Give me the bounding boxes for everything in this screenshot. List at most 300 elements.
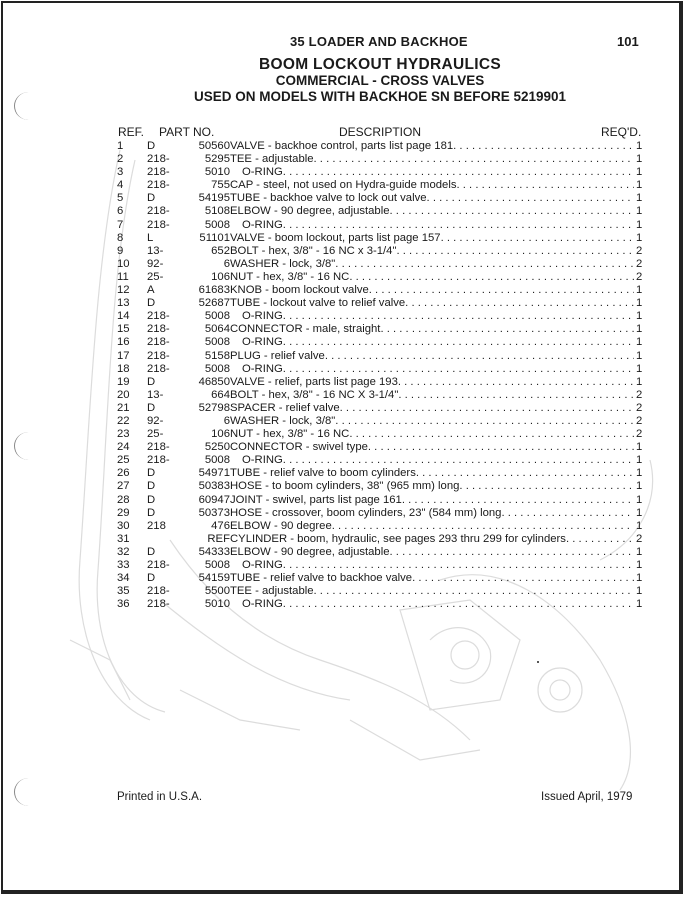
binder-hole-bottom bbox=[14, 778, 43, 806]
part-prefix-cell: 218- bbox=[147, 454, 170, 467]
part-number-cell: 60947 bbox=[198, 493, 230, 506]
part-number-cell: 54195 bbox=[198, 192, 230, 205]
part-number-cell: 54159 bbox=[198, 572, 230, 585]
quantity-cell: 1 bbox=[636, 559, 642, 571]
part-prefix-cell: 218- bbox=[147, 153, 170, 166]
ref-cell: 29 bbox=[117, 506, 130, 519]
dot-leader bbox=[405, 297, 634, 310]
ref-cell: 9 bbox=[117, 244, 124, 257]
ref-cell: 3 bbox=[117, 166, 124, 179]
description-cell bbox=[230, 389, 636, 402]
quantity-cell: 1 bbox=[636, 323, 642, 336]
ref-cell: 1 bbox=[117, 140, 124, 152]
description-text: O-RING bbox=[242, 598, 283, 611]
part-prefix-cell: D bbox=[147, 140, 156, 152]
part-prefix-cell: 13- bbox=[147, 244, 164, 257]
dot-leader bbox=[501, 507, 634, 520]
ref-cell: 36 bbox=[117, 598, 130, 611]
description-text: TUBE - backhoe valve to lock out valve bbox=[230, 192, 427, 205]
quantity-cell: 1 bbox=[636, 454, 642, 467]
ref-cell: 14 bbox=[117, 310, 130, 323]
description-cell bbox=[230, 153, 636, 166]
column-header-description: DESCRIPTION bbox=[339, 125, 422, 139]
issued-date: Issued April, 1979 bbox=[541, 791, 633, 803]
page-title: BOOM LOCKOUT HYDRAULICS bbox=[259, 56, 501, 73]
description-text: VALVE - boom lockout, parts list page 157 bbox=[230, 231, 441, 244]
quantity-cell: 1 bbox=[636, 336, 642, 349]
column-header-reqd: REQ'D. bbox=[601, 125, 642, 139]
quantity-cell: 1 bbox=[636, 231, 642, 244]
table-row bbox=[117, 310, 642, 323]
part-prefix-cell: 218- bbox=[147, 336, 170, 349]
part-prefix-cell: D bbox=[147, 375, 156, 388]
part-number-cell: 50373 bbox=[198, 506, 230, 519]
table-row bbox=[117, 546, 642, 559]
description-cell bbox=[230, 323, 636, 336]
quantity-cell: 1 bbox=[636, 545, 642, 558]
description-text: PLUG - relief valve bbox=[230, 349, 325, 362]
part-number-cell: 664 bbox=[211, 388, 230, 401]
description-cell bbox=[230, 258, 636, 271]
part-number-cell: 5008 bbox=[204, 559, 230, 571]
section-header: 35 LOADER AND BACKHOE bbox=[290, 34, 468, 49]
table-row bbox=[117, 389, 642, 402]
dot-leader bbox=[380, 323, 634, 336]
part-prefix-cell: 218- bbox=[147, 310, 170, 323]
part-prefix-cell: D bbox=[147, 467, 156, 480]
part-number-cell: 5008 bbox=[204, 336, 230, 349]
dot-leader bbox=[332, 520, 634, 533]
part-prefix-cell: 218- bbox=[147, 585, 170, 598]
quantity-cell: 1 bbox=[636, 493, 642, 506]
ref-cell: 31 bbox=[117, 532, 130, 545]
part-number-cell: 5158 bbox=[204, 349, 230, 362]
dot-leader bbox=[566, 533, 634, 546]
dot-leader bbox=[398, 376, 634, 389]
part-prefix-cell: 218- bbox=[147, 205, 170, 218]
table-row bbox=[117, 494, 642, 507]
table-row bbox=[117, 245, 642, 258]
description-cell bbox=[230, 494, 636, 507]
dot-leader bbox=[340, 402, 634, 415]
description-text: TEE - adjustable bbox=[230, 585, 314, 598]
ref-cell: 21 bbox=[117, 401, 130, 414]
ref-cell: 18 bbox=[117, 362, 130, 375]
part-prefix-cell: D bbox=[147, 192, 156, 205]
description-cell bbox=[230, 310, 636, 323]
part-prefix-cell: 92- bbox=[147, 414, 164, 427]
description-cell bbox=[230, 192, 636, 205]
dot-leader bbox=[325, 350, 634, 363]
part-prefix-cell: 218- bbox=[147, 166, 170, 179]
description-text: ELBOW - 90 degree, adjustable bbox=[230, 545, 390, 558]
ref-cell: 13 bbox=[117, 297, 130, 310]
part-number-cell: 5250 bbox=[204, 441, 230, 454]
quantity-cell: 1 bbox=[636, 166, 642, 179]
quantity-cell: 2 bbox=[636, 532, 642, 545]
ref-cell: 17 bbox=[117, 349, 130, 362]
description-text: JOINT - swivel, parts list page 161 bbox=[230, 493, 402, 506]
description-cell bbox=[230, 507, 636, 520]
quantity-cell: 1 bbox=[636, 284, 642, 297]
description-cell bbox=[230, 546, 636, 559]
quantity-cell: 1 bbox=[636, 506, 642, 519]
part-prefix-cell: 25- bbox=[147, 270, 164, 283]
quantity-cell: 1 bbox=[636, 153, 642, 166]
description-text: NUT - hex, 3/8" - 16 NC bbox=[230, 428, 350, 441]
part-prefix-cell: D bbox=[147, 572, 156, 585]
table-row bbox=[117, 284, 642, 297]
description-text: KNOB - boom lockout valve bbox=[230, 284, 369, 297]
description-cell bbox=[230, 219, 636, 232]
quantity-cell: 1 bbox=[636, 140, 642, 152]
description-cell bbox=[230, 585, 636, 598]
description-cell bbox=[230, 559, 636, 572]
dot-leader bbox=[369, 284, 634, 297]
dot-leader bbox=[456, 179, 634, 192]
page-subtitle-models: USED ON MODELS WITH BACKHOE SN BEFORE 5219901 bbox=[193, 89, 567, 104]
ref-cell: 11 bbox=[117, 270, 129, 283]
description-text: O-RING bbox=[242, 559, 283, 571]
table-row bbox=[117, 205, 642, 218]
dot-leader bbox=[349, 271, 634, 284]
description-text: CONNECTOR - male, straight bbox=[230, 323, 381, 336]
part-prefix-cell: D bbox=[147, 401, 156, 414]
part-prefix-cell: 218- bbox=[147, 362, 170, 375]
ref-cell: 6 bbox=[117, 205, 124, 218]
part-prefix-cell: 218- bbox=[147, 559, 170, 571]
quantity-cell: 1 bbox=[636, 467, 642, 480]
table-row bbox=[117, 271, 642, 284]
dot-leader bbox=[416, 467, 634, 480]
description-cell bbox=[230, 467, 636, 480]
quantity-cell: 1 bbox=[636, 598, 642, 611]
part-prefix-cell: 218- bbox=[147, 179, 170, 192]
part-prefix-cell: 218- bbox=[147, 218, 170, 231]
table-row bbox=[117, 179, 642, 192]
part-number-cell: 46850 bbox=[198, 375, 230, 388]
part-prefix-cell: 218- bbox=[147, 349, 170, 362]
description-cell bbox=[230, 297, 636, 310]
description-cell bbox=[230, 415, 636, 428]
table-row bbox=[117, 559, 642, 572]
dot-leader bbox=[335, 415, 634, 428]
description-text: BOLT - hex, 3/8" - 16 NC x 3-1/4" bbox=[230, 244, 397, 257]
description-text: CONNECTOR - swivel type bbox=[230, 441, 368, 454]
description-cell bbox=[230, 350, 636, 363]
table-row bbox=[117, 376, 642, 389]
ref-cell: 20 bbox=[117, 388, 130, 401]
description-cell bbox=[230, 572, 636, 585]
dot-leader bbox=[283, 559, 634, 572]
dot-leader bbox=[459, 480, 634, 493]
table-row bbox=[117, 480, 642, 493]
dot-leader bbox=[283, 363, 634, 376]
description-cell bbox=[230, 336, 636, 349]
dot-leader bbox=[398, 389, 634, 402]
part-prefix-cell: 13- bbox=[147, 388, 164, 401]
page-subtitle: COMMERCIAL - CROSS VALVES bbox=[275, 73, 485, 88]
dot-leader bbox=[283, 310, 634, 323]
quantity-cell: 1 bbox=[636, 179, 642, 192]
description-text: O-RING bbox=[242, 218, 283, 231]
dot-leader bbox=[283, 598, 634, 611]
part-prefix-cell: D bbox=[147, 506, 156, 519]
table-row bbox=[117, 454, 642, 467]
description-cell bbox=[230, 533, 636, 546]
table-row bbox=[117, 232, 642, 245]
part-number-cell: 5008 bbox=[204, 218, 230, 231]
quantity-cell: 1 bbox=[636, 585, 642, 598]
table-row bbox=[117, 219, 642, 232]
quantity-cell: 1 bbox=[636, 297, 642, 310]
binder-hole-top bbox=[14, 92, 43, 120]
description-text: CAP - steel, not used on Hydra-guide models bbox=[230, 179, 457, 192]
dot-leader bbox=[314, 585, 634, 598]
description-text: TUBE - relief valve to backhoe valve bbox=[230, 572, 413, 585]
quantity-cell: 2 bbox=[636, 257, 642, 270]
part-prefix-cell: D bbox=[147, 545, 156, 558]
description-text: O-RING bbox=[242, 336, 283, 349]
quantity-cell: 1 bbox=[636, 375, 642, 388]
part-prefix-cell: D bbox=[147, 297, 156, 310]
description-text: TEE - adjustable bbox=[230, 153, 314, 166]
ref-cell: 33 bbox=[117, 559, 130, 571]
table-row bbox=[117, 323, 642, 336]
dot-leader bbox=[349, 428, 634, 441]
quantity-cell: 1 bbox=[636, 441, 642, 454]
description-text: ELBOW - 90 degree bbox=[230, 519, 332, 532]
printed-in-note: Printed in U.S.A. bbox=[117, 791, 203, 803]
description-cell bbox=[230, 454, 636, 467]
part-number-cell: 5008 bbox=[204, 362, 230, 375]
part-prefix-cell: L bbox=[147, 231, 154, 244]
quantity-cell: 2 bbox=[636, 414, 642, 427]
table-row bbox=[117, 520, 642, 533]
quantity-cell: 1 bbox=[636, 192, 642, 205]
table-row bbox=[117, 166, 642, 179]
quantity-cell: 1 bbox=[636, 362, 642, 375]
table-row bbox=[117, 350, 642, 363]
part-number-cell: 54333 bbox=[198, 545, 230, 558]
quantity-cell: 2 bbox=[636, 244, 642, 257]
table-row bbox=[117, 572, 642, 585]
part-number-cell: 106 bbox=[211, 428, 230, 441]
dot-leader bbox=[283, 336, 634, 349]
part-number-cell: 5295 bbox=[204, 153, 230, 166]
dot-leader bbox=[396, 245, 634, 258]
table-row bbox=[117, 585, 642, 598]
ref-cell: 24 bbox=[117, 441, 130, 454]
table-row bbox=[117, 192, 642, 205]
table-row bbox=[117, 441, 642, 454]
description-text: HOSE - crossover, boom cylinders, 23" (584 mm) long bbox=[230, 506, 502, 519]
description-text: VALVE - relief, parts list page 193 bbox=[230, 375, 398, 388]
part-prefix-cell: 92- bbox=[147, 257, 164, 270]
part-number-cell: 61683 bbox=[198, 284, 230, 297]
description-text: O-RING bbox=[242, 310, 283, 323]
table-row bbox=[117, 140, 642, 153]
quantity-cell: 1 bbox=[636, 519, 642, 532]
description-text: VALVE - backhoe control, parts list page 181 bbox=[230, 140, 454, 152]
description-cell bbox=[230, 179, 636, 192]
dot-leader bbox=[453, 140, 634, 153]
description-cell bbox=[230, 520, 636, 533]
ref-cell: 22 bbox=[117, 414, 130, 427]
quantity-cell: 1 bbox=[636, 572, 642, 585]
dot-leader bbox=[314, 153, 634, 166]
description-cell bbox=[230, 271, 636, 284]
dot-leader bbox=[427, 192, 634, 205]
ref-cell: 10 bbox=[117, 257, 130, 270]
binder-hole-middle bbox=[14, 432, 43, 460]
ref-cell: 32 bbox=[117, 545, 130, 558]
ref-cell: 19 bbox=[117, 375, 130, 388]
description-text: TUBE - lockout valve to relief valve bbox=[230, 297, 406, 310]
description-cell bbox=[230, 402, 636, 415]
quantity-cell: 1 bbox=[636, 205, 642, 218]
quantity-cell: 1 bbox=[636, 349, 642, 362]
table-row bbox=[117, 297, 642, 310]
dot-leader bbox=[390, 205, 634, 218]
description-text: WASHER - lock, 3/8" bbox=[230, 257, 336, 270]
page-number: 101 bbox=[617, 34, 639, 49]
ref-cell: 27 bbox=[117, 480, 130, 493]
description-cell bbox=[230, 598, 636, 611]
description-text: O-RING bbox=[242, 166, 283, 179]
ref-cell: 28 bbox=[117, 493, 130, 506]
dot-leader bbox=[402, 494, 634, 507]
dot-leader bbox=[390, 546, 634, 559]
description-text: O-RING bbox=[242, 362, 283, 375]
table-row bbox=[117, 336, 642, 349]
description-text: HOSE - to boom cylinders, 38" (965 mm) long bbox=[230, 480, 460, 493]
table-row bbox=[117, 363, 642, 376]
table-row bbox=[117, 415, 642, 428]
table-row bbox=[117, 507, 642, 520]
quantity-cell: 2 bbox=[636, 401, 642, 414]
description-text: TUBE - relief valve to boom cylinders bbox=[230, 467, 416, 480]
ref-cell: 26 bbox=[117, 467, 130, 480]
dot-leader bbox=[441, 232, 634, 245]
dot-leader bbox=[283, 166, 634, 179]
part-number-cell: 6 bbox=[223, 257, 230, 270]
part-number-cell: 5064 bbox=[204, 323, 230, 336]
description-cell bbox=[230, 428, 636, 441]
column-header-ref: REF. bbox=[118, 125, 145, 139]
part-prefix-cell: A bbox=[147, 284, 155, 297]
description-text: O-RING bbox=[242, 454, 283, 467]
part-prefix-cell: D bbox=[147, 493, 156, 506]
dot-leader bbox=[283, 219, 634, 232]
part-number-cell: 52798 bbox=[198, 401, 230, 414]
table-row bbox=[117, 533, 642, 546]
part-number-cell: 652 bbox=[211, 244, 230, 257]
description-cell bbox=[230, 205, 636, 218]
description-cell bbox=[230, 284, 636, 297]
scan-speck bbox=[537, 661, 539, 663]
part-number-cell: 5010 bbox=[204, 598, 230, 611]
description-text: ELBOW - 90 degree, adjustable bbox=[230, 205, 390, 218]
part-number-cell: 50560 bbox=[198, 140, 230, 152]
ref-cell: 5 bbox=[117, 192, 124, 205]
quantity-cell: 1 bbox=[636, 480, 642, 493]
quantity-cell: 2 bbox=[636, 270, 642, 283]
ref-cell: 25 bbox=[117, 454, 130, 467]
description-text: BOLT - hex, 3/8" - 16 NC X 3-1/4" bbox=[230, 388, 399, 401]
part-prefix-cell bbox=[147, 533, 179, 546]
dot-leader bbox=[412, 572, 634, 585]
part-number-cell: 5108 bbox=[204, 205, 230, 218]
part-prefix-cell: 218 bbox=[147, 519, 166, 532]
part-number-cell: 6 bbox=[223, 414, 230, 427]
description-cell bbox=[230, 376, 636, 389]
quantity-cell: 2 bbox=[636, 428, 642, 441]
part-number-cell: 54971 bbox=[198, 467, 230, 480]
description-cell bbox=[230, 166, 636, 179]
dot-leader bbox=[335, 258, 634, 271]
description-text: SPACER - relief valve bbox=[230, 401, 340, 414]
ref-cell: 12 bbox=[117, 284, 130, 297]
part-prefix-cell: 218- bbox=[147, 598, 170, 611]
dot-leader bbox=[368, 441, 634, 454]
ref-cell: 34 bbox=[117, 572, 130, 585]
description-cell bbox=[230, 140, 636, 153]
part-prefix-cell: 218- bbox=[147, 323, 170, 336]
quantity-cell: 1 bbox=[636, 218, 642, 231]
table-row bbox=[117, 258, 642, 271]
part-number-cell: 52687 bbox=[198, 297, 230, 310]
table-row bbox=[117, 153, 642, 166]
description-cell bbox=[230, 245, 636, 258]
ref-cell: 7 bbox=[117, 218, 124, 231]
part-number-cell: 5500 bbox=[204, 585, 230, 598]
description-text: NUT - hex, 3/8" - 16 NC bbox=[230, 270, 350, 283]
description-cell bbox=[230, 480, 636, 493]
part-number-cell: 51101 bbox=[199, 231, 230, 244]
ref-cell: 4 bbox=[117, 179, 124, 192]
ref-cell: 35 bbox=[117, 585, 130, 598]
table-row bbox=[117, 402, 642, 415]
part-number-cell: 5010 bbox=[204, 166, 230, 179]
dot-leader bbox=[283, 454, 634, 467]
column-header-part-no: PART NO. bbox=[159, 125, 215, 139]
table-row bbox=[117, 598, 642, 611]
part-number-cell: 755 bbox=[211, 179, 230, 192]
part-number-cell: 476 bbox=[211, 519, 230, 532]
parts-list-table bbox=[117, 140, 642, 611]
part-prefix-cell: D bbox=[147, 480, 156, 493]
ref-cell: 30 bbox=[117, 519, 130, 532]
ref-cell: 2 bbox=[117, 153, 124, 166]
quantity-cell: 1 bbox=[636, 310, 642, 323]
description-text: CYLINDER - boom, hydraulic, see pages 293 thru 299 for cylinders bbox=[230, 532, 566, 545]
part-number-cell: 50383 bbox=[198, 480, 230, 493]
part-prefix-cell: 25- bbox=[147, 428, 164, 441]
part-prefix-cell: 218- bbox=[147, 441, 170, 454]
description-text: WASHER - lock, 3/8" bbox=[230, 414, 336, 427]
ref-cell: 16 bbox=[117, 336, 130, 349]
description-cell bbox=[230, 363, 636, 376]
ref-cell: 15 bbox=[117, 323, 130, 336]
ref-cell: 8 bbox=[117, 231, 124, 244]
table-row bbox=[117, 428, 642, 441]
description-cell bbox=[230, 441, 636, 454]
part-number-cell: 5008 bbox=[204, 310, 230, 323]
part-number-cell: 5008 bbox=[204, 454, 230, 467]
ref-cell: 23 bbox=[117, 428, 130, 441]
table-row bbox=[117, 467, 642, 480]
